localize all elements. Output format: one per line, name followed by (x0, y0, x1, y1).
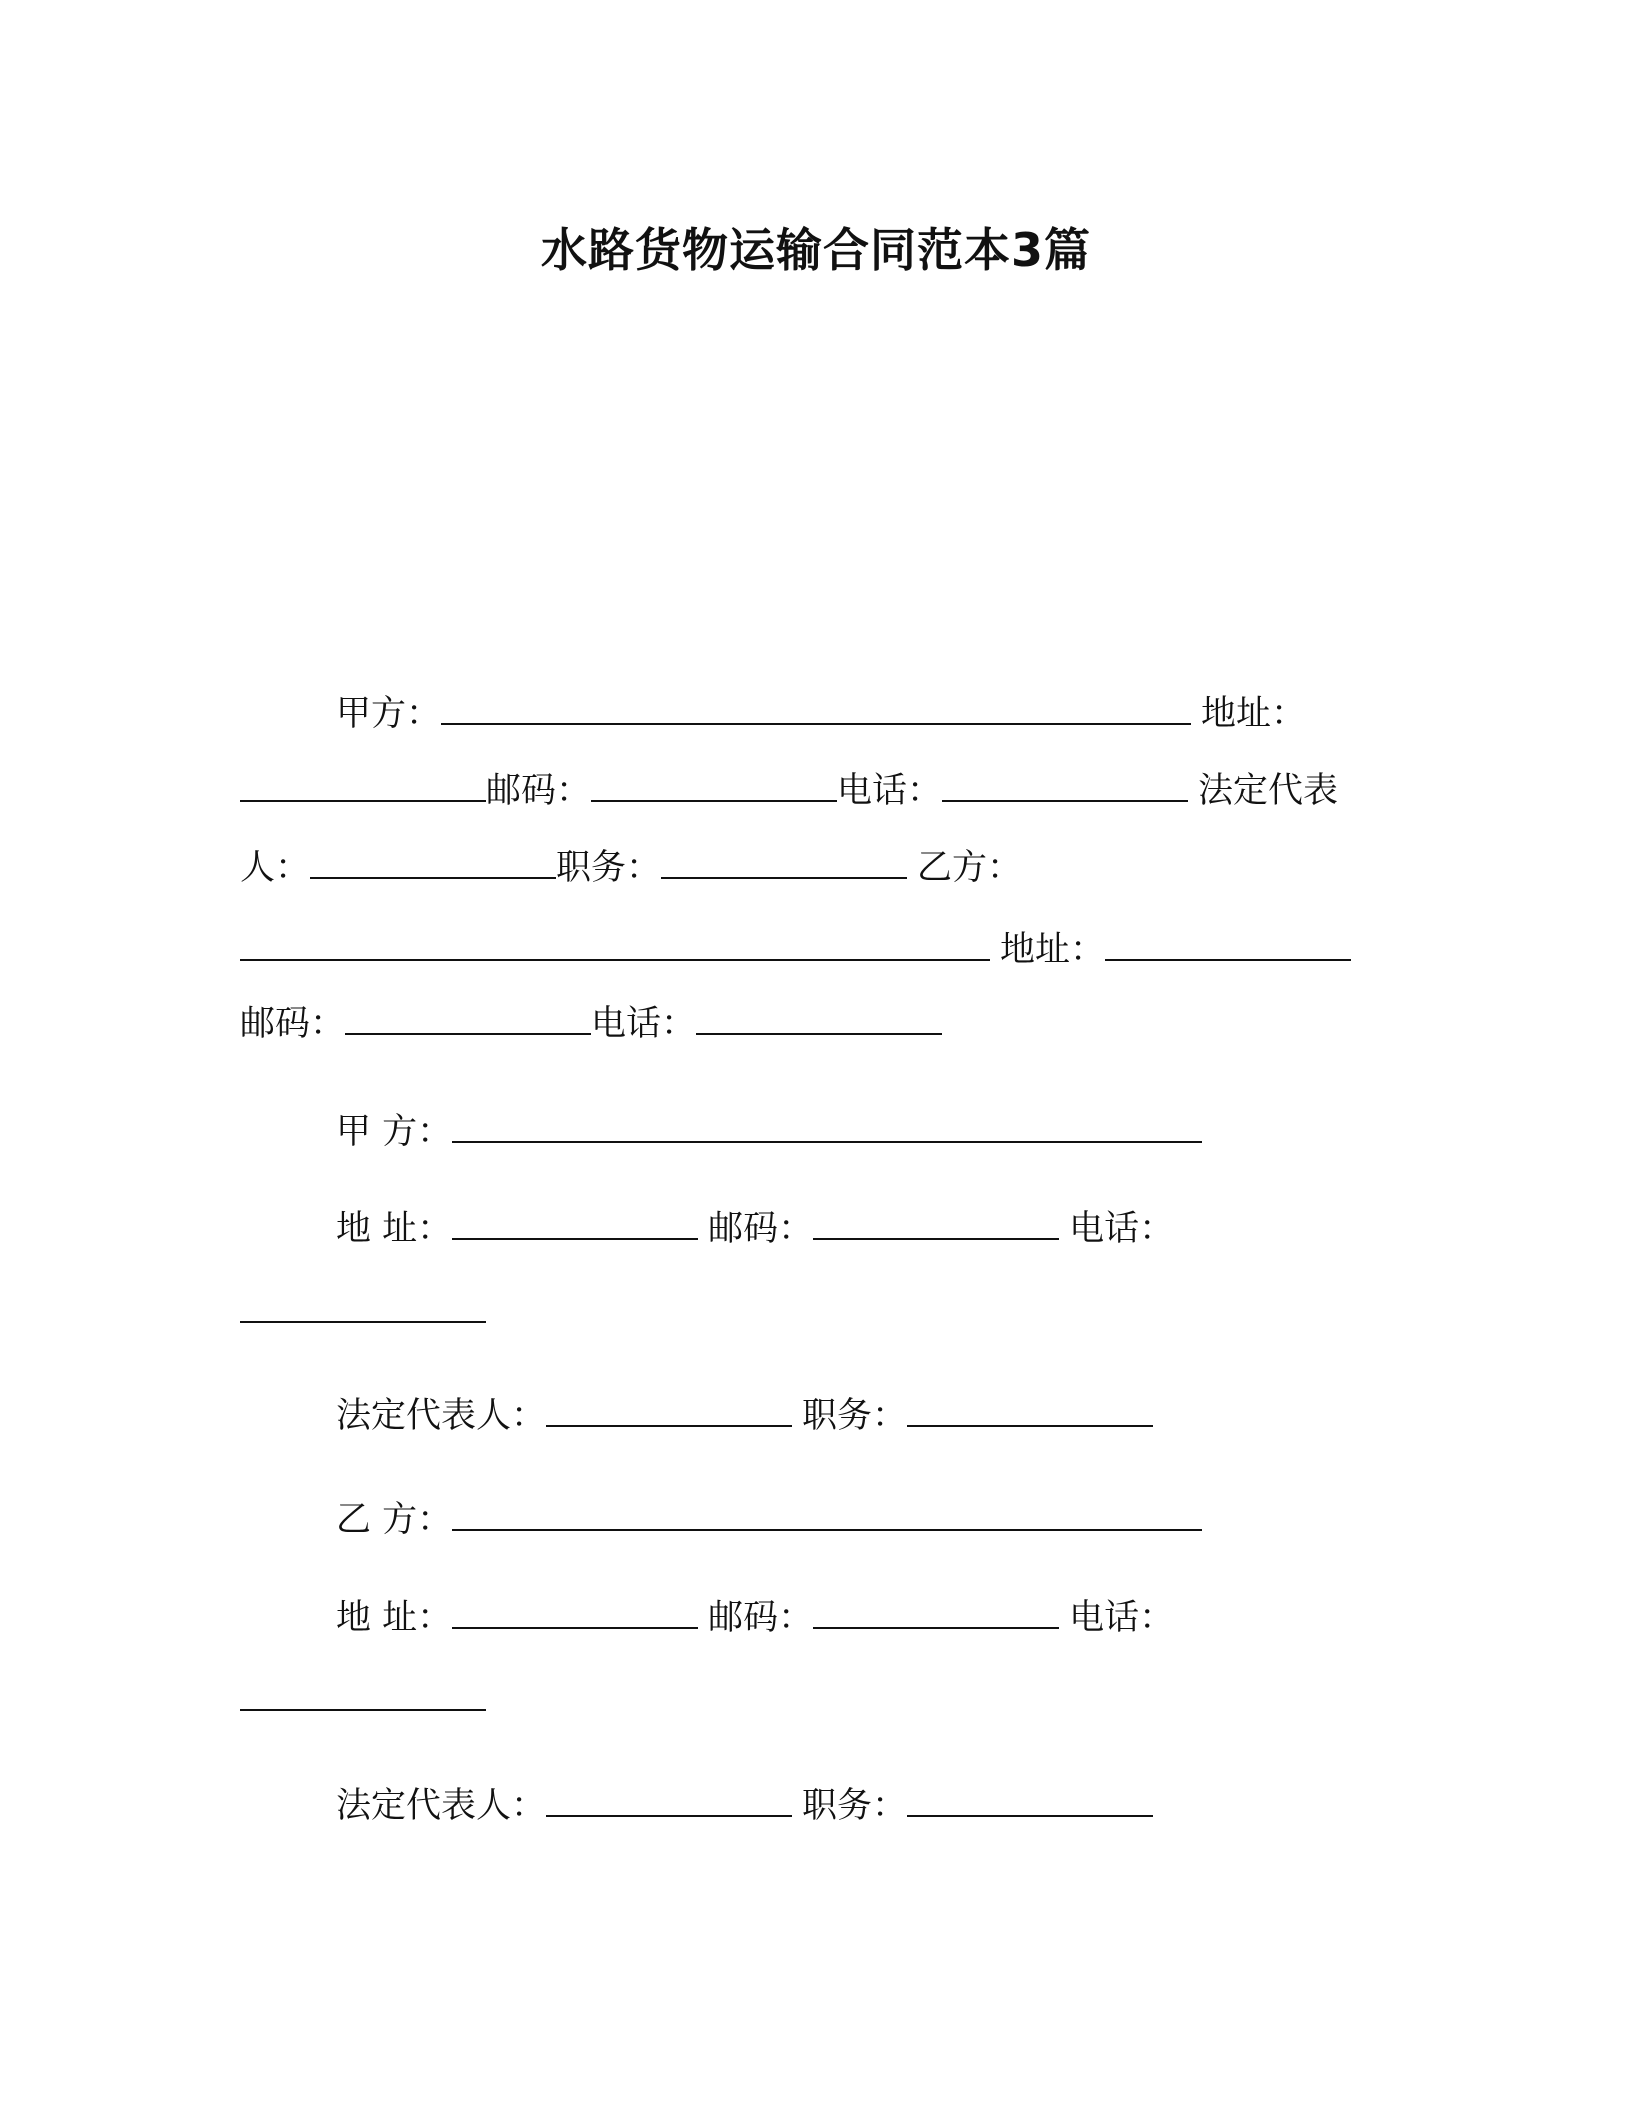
postcode-blank[interactable] (591, 770, 837, 802)
party-b-postcode-blank[interactable] (813, 1597, 1059, 1629)
party-b-legal-rep-label: 法定代表人： (336, 1786, 547, 1826)
phone-label-b: 电话： (591, 1004, 697, 1044)
intro-line-2 (240, 767, 1338, 815)
party-b-legal-rep-line (336, 1782, 1153, 1830)
legal-rep-blank[interactable] (310, 847, 556, 879)
party-b-blank-2[interactable] (452, 1499, 1202, 1531)
intro-line-4 (240, 926, 1351, 974)
party-a-address-blank[interactable] (452, 1208, 698, 1240)
party-a-legal-rep-label: 法定代表人： (336, 1396, 547, 1436)
party-b-legal-rep-blank[interactable] (546, 1785, 792, 1817)
party-a-postcode-blank[interactable] (813, 1208, 1059, 1240)
party-b-phone-blank[interactable] (240, 1679, 486, 1711)
intro-line-1 (336, 690, 1306, 738)
party-a-position-label: 职务： (802, 1396, 908, 1436)
party-b-label: 乙方： (917, 848, 1023, 888)
party-a-blank-2[interactable] (452, 1111, 1202, 1143)
address-blank[interactable] (240, 770, 486, 802)
postcode-label: 邮码： (486, 771, 592, 811)
phone-blank[interactable] (942, 770, 1188, 802)
party-a-phone-label: 电话： (1069, 1209, 1175, 1249)
intro-line-5 (240, 1000, 942, 1048)
party-b-position-blank[interactable] (907, 1785, 1153, 1817)
position-label: 职务： (556, 848, 662, 888)
phone-blank-b[interactable] (696, 1003, 942, 1035)
address-blank-b[interactable] (1105, 929, 1351, 961)
party-a-address-line (336, 1205, 1174, 1253)
party-b-address-blank[interactable] (452, 1597, 698, 1629)
phone-label: 电话： (837, 771, 943, 811)
party-b-phone-blank-line (240, 1676, 486, 1724)
party-b-phone-label: 电话： (1069, 1598, 1175, 1638)
legal-rep-label-part2: 人： (240, 848, 311, 888)
party-a-position-blank[interactable] (907, 1395, 1153, 1427)
party-b-line (336, 1496, 1202, 1544)
postcode-label-b: 邮码： (240, 1004, 346, 1044)
legal-rep-label-part1: 法定代表 (1198, 771, 1339, 811)
intro-line-3 (240, 844, 1022, 892)
party-b-position-label: 职务： (802, 1786, 908, 1826)
party-b-postcode-label: 邮码： (708, 1598, 814, 1638)
document-title: 水路货物运输合同范本3篇 (540, 223, 1091, 277)
party-b-blank[interactable] (240, 929, 990, 961)
position-blank[interactable] (661, 847, 907, 879)
party-a-line (336, 1108, 1202, 1156)
party-a-blank[interactable] (441, 693, 1191, 725)
party-a-address-label: 地 址： (336, 1209, 453, 1249)
party-a-legal-rep-blank[interactable] (546, 1395, 792, 1427)
address-label: 地址： (1201, 694, 1307, 734)
party-a-legal-rep-line (336, 1392, 1153, 1440)
party-b-address-line (336, 1594, 1174, 1642)
party-a-label-2: 甲 方： (336, 1112, 453, 1152)
party-b-label-2: 乙 方： (336, 1500, 453, 1540)
party-a-label: 甲方： (336, 694, 442, 734)
party-a-phone-blank[interactable] (240, 1291, 486, 1323)
postcode-blank-b[interactable] (345, 1003, 591, 1035)
party-a-postcode-label: 邮码： (708, 1209, 814, 1249)
party-a-phone-blank-line (240, 1288, 486, 1336)
party-b-address-label: 地 址： (336, 1598, 453, 1638)
address-label-b: 地址： (1000, 930, 1106, 970)
